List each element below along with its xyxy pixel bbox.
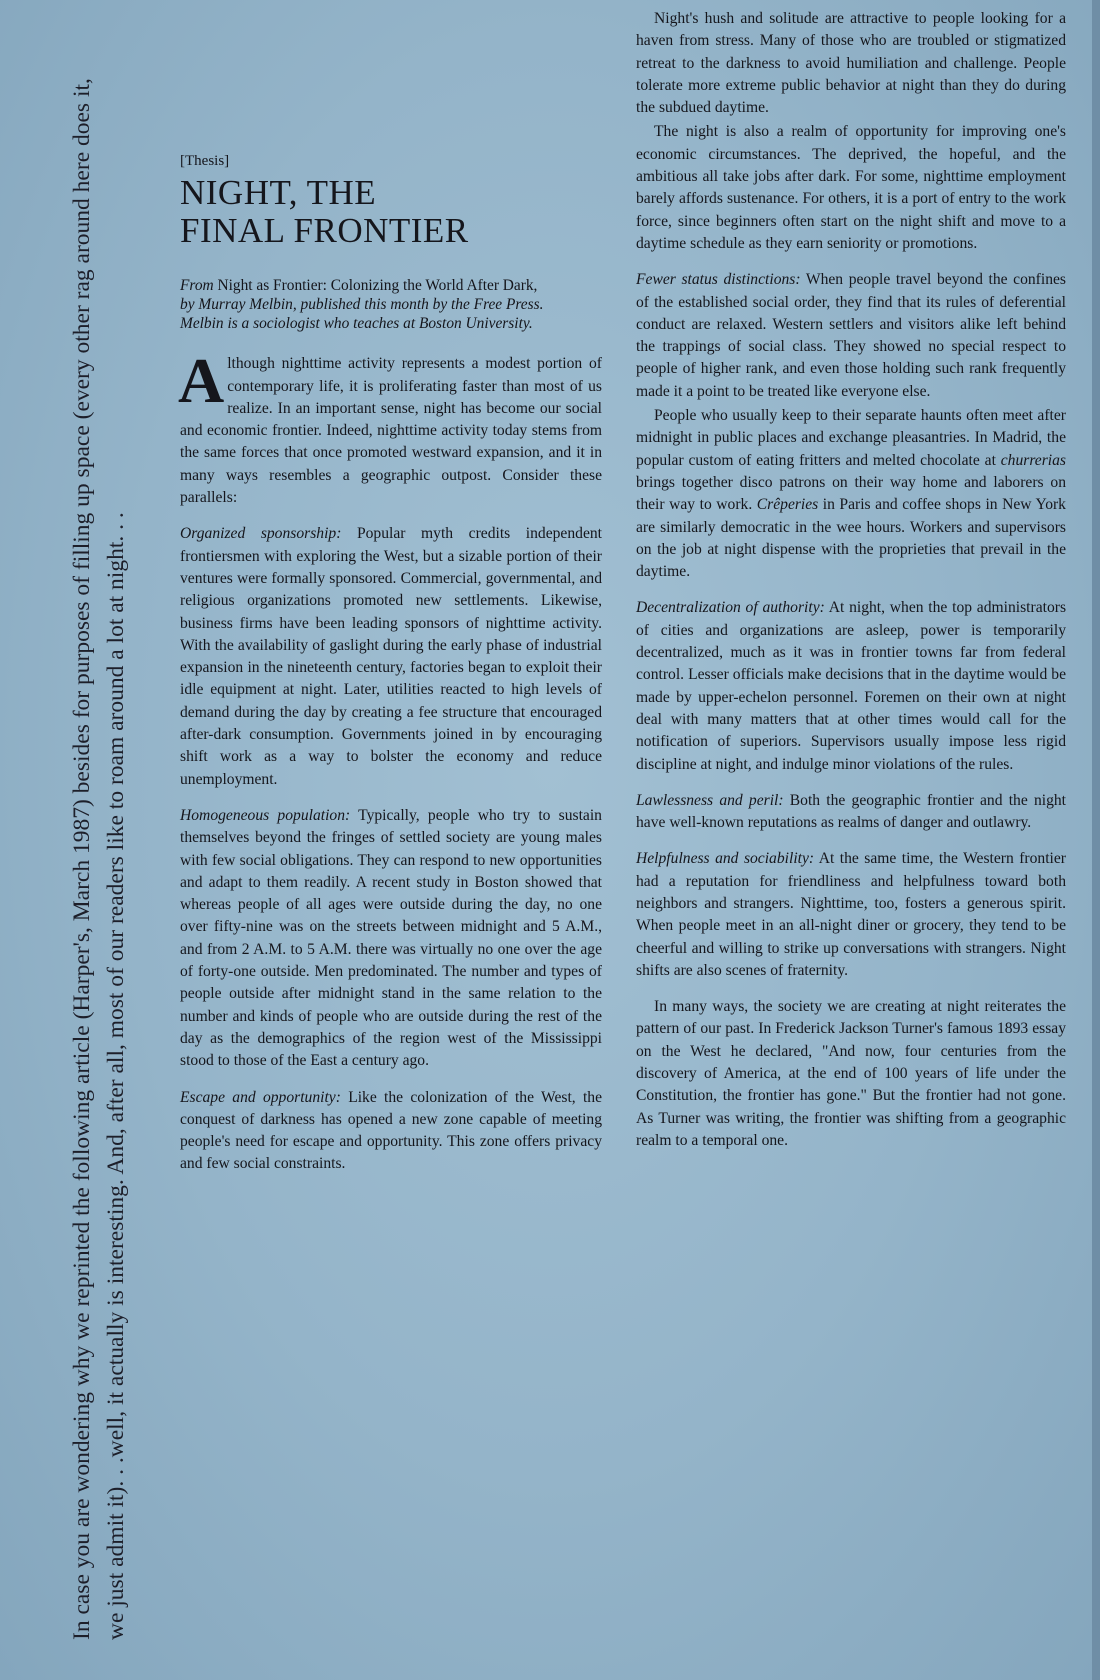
paragraph-text: brings together disco patrons on their way home and laborers on their way to work. xyxy=(636,473,1066,514)
paragraph-text: Like the colonization of the West, the conquest of darkness has opened a new zone capable of meeting people's need for escape and opportunity. This zone offers privacy and few social constraints. xyxy=(180,1088,602,1173)
paragraph-homogeneous-population xyxy=(180,805,602,1073)
paragraph-escape-opportunity xyxy=(180,1087,602,1176)
paragraph-text: Typically, people who try to sustain themselves beyond the fringes of settled society are young males with few social obligations. They can respond to new opportunities and adapt to them readily. A recent study in Boston showed that whereas people of all ages were outside during the day, no one over fifty-nine was on the streets between midnight and 5 A.M., and from 2 A.M. to 5 A.M. there was virtually no one over the age of forty-one outside. Men predominated. The number and types of people outside after midnight stand in the same relation to the number and kinds of people who are outside during the rest of the day as the demographics of the region west of the Mississippi stood to those of the East a century ago. xyxy=(180,806,602,1070)
drop-cap: A xyxy=(178,345,225,417)
paragraph-realm-of-opportunity: The night is also a realm of opportunity for improving one's economic circumstances. The deprived, the hopeful, and the ambitious all take jobs after dark. For some, nighttime employment barely affords sustenance. For others, it is a port of entry to the work force, since beginners often start on the night shift and move to a daytime schedule as they earn seniority or promotions. xyxy=(636,123,1066,252)
paragraph-lead: Homogeneous population: xyxy=(180,806,351,824)
paragraph-text: At night, when the top administrators of cities and organizations are asleep, power is temporarily decentralized, much as it was in frontier towns far from federal control. Lesser officials make decisions that in the daytime would be made by upper-echelon personnel. Foremen on their own at night deal with many matters that at other times would call for the notification of superiors. Supervisors usually impose less rigid discipline at night, and indulge minor violations of the rules. xyxy=(636,599,1067,773)
italic-term: churrerias xyxy=(1000,451,1066,469)
article-left-column xyxy=(180,150,602,1190)
page-edge xyxy=(1092,0,1100,1680)
source-rest: by Murray Melbin, published this month by the Free Press. Melbin is a sociologist who teaches at Boston University. xyxy=(180,296,544,333)
intro-text: lthough nighttime activity represents a modest portion of contemporary life, it is proliferating faster than most of us realize. In an important sense, night has become our social and economic frontier. Indeed, nighttime activity today stems from the same forces that once promoted westward expansion, and it in many ways resembles a geographic outpost. Consider these parallels: xyxy=(180,355,602,507)
section-label: [Thesis] xyxy=(180,153,230,169)
paragraph-conclusion: In many ways, the society we are creating at night reiterates the pattern of our past. In Frederick Jackson Turner's famous 1893 essay on the West he declared, "And now, four centuries from the discovery of America, at the end of 100 years of life under the Constitution, the frontier has gone." But the frontier had not gone. As Turner was writing, the frontier was shifting from a geographic realm to a temporal one. xyxy=(636,998,1066,1149)
article-right-column xyxy=(636,8,1066,1166)
paragraph-lead: Escape and opportunity: xyxy=(180,1088,341,1106)
article-source xyxy=(180,276,602,333)
editor-sidebar-note xyxy=(65,60,133,1640)
source-book: Night as Frontier: Colonizing the World After Dark, xyxy=(213,277,538,295)
article-title: NIGHT, THE FINAL FRONTIER xyxy=(180,173,469,251)
paragraph-lead: Lawlessness and peril: xyxy=(636,791,784,809)
paragraph-lead: Organized sponsorship: xyxy=(180,525,342,543)
paragraph-separate-haunts xyxy=(636,405,1066,583)
source-prefix: From xyxy=(180,277,214,295)
paragraph-organized-sponsorship xyxy=(180,523,602,791)
paragraph-text: People who usually keep to their separate haunts often meet after midnight in public places and exchange pleasantries. In Madrid, the popular custom of eating fritters and melted chocolate at xyxy=(636,407,1066,469)
paragraph-text: in Paris and coffee shops in New York are similarly democratic in the wee hours. Workers and supervisors on the job at night dispense with the proprieties that prevail in the daytime. xyxy=(636,496,1066,581)
italic-term: Crêperies xyxy=(756,496,819,514)
paragraph-lead: Fewer status distinctions: xyxy=(636,271,801,289)
paragraph-lawlessness xyxy=(636,790,1066,835)
paragraph-helpfulness xyxy=(636,848,1066,982)
sidebar-note-text: In case you are wondering why we reprinted the following article (Harper's, March 1987) besides for purposes of filling up space (every other rag around here does it, we just admit it). . .well, it actually is interesting. And, after all, most of our readers like to roam around a lot at night. . . xyxy=(69,78,129,1640)
paragraph-lead: Decentralization of authority: xyxy=(636,599,825,617)
paragraph-decentralization xyxy=(636,597,1066,775)
paragraph-lead: Helpfulness and sociability: xyxy=(636,850,815,868)
intro-paragraph xyxy=(178,345,602,509)
paragraph-text: Popular myth credits independent frontiersmen with exploring the West, but a sizable portion of their ventures were formally sponsored. Commercial, governmental, and religious organizations promoted new settlements. Likewise, business firms have been leading sponsors of nighttime activity. With the availability of gaslight during the early phase of industrial expansion in the nineteenth century, factories began to exploit their idle equipment at night. Later, utilities reacted to high levels of demand during the day by creating a fee structure that encouraged after-dark consumption. Governments joined in by encouraging shift work as a way to bolster the economy and reduce unemployment. xyxy=(180,525,602,788)
paragraph-text: Both the geographic frontier and the night have well-known reputations as realms of danger and outlawry. xyxy=(636,791,1066,832)
paragraph-text: At the same time, the Western frontier had a reputation for friendliness and helpfulness toward both neighbors and strangers. Nighttime, too, fosters a generous spirit. When people meet in an all-night diner or grocery, they tend to be cheerful and willing to strike up conversations with strangers. Night shifts are also scenes of fraternity. xyxy=(636,850,1066,979)
paragraph-text: When people travel beyond the confines of the established social order, they find that its rules of deferential conduct are relaxed. Western settlers and visitors alike left behind the trappings of social class. They showed no special respect to people of higher rank, and even those holding such rank frequently made it a point to be treated like everyone else. xyxy=(636,271,1066,400)
paragraph-fewer-status xyxy=(636,269,1066,403)
paragraph-night-hush: Night's hush and solitude are attractive to people looking for a haven from stress. Many of those who are troubled or stigmatized retreat to the darkness to avoid humiliation and challenge. People tolerate more extreme public behavior at night than they do during the subdued daytime. xyxy=(636,10,1066,117)
